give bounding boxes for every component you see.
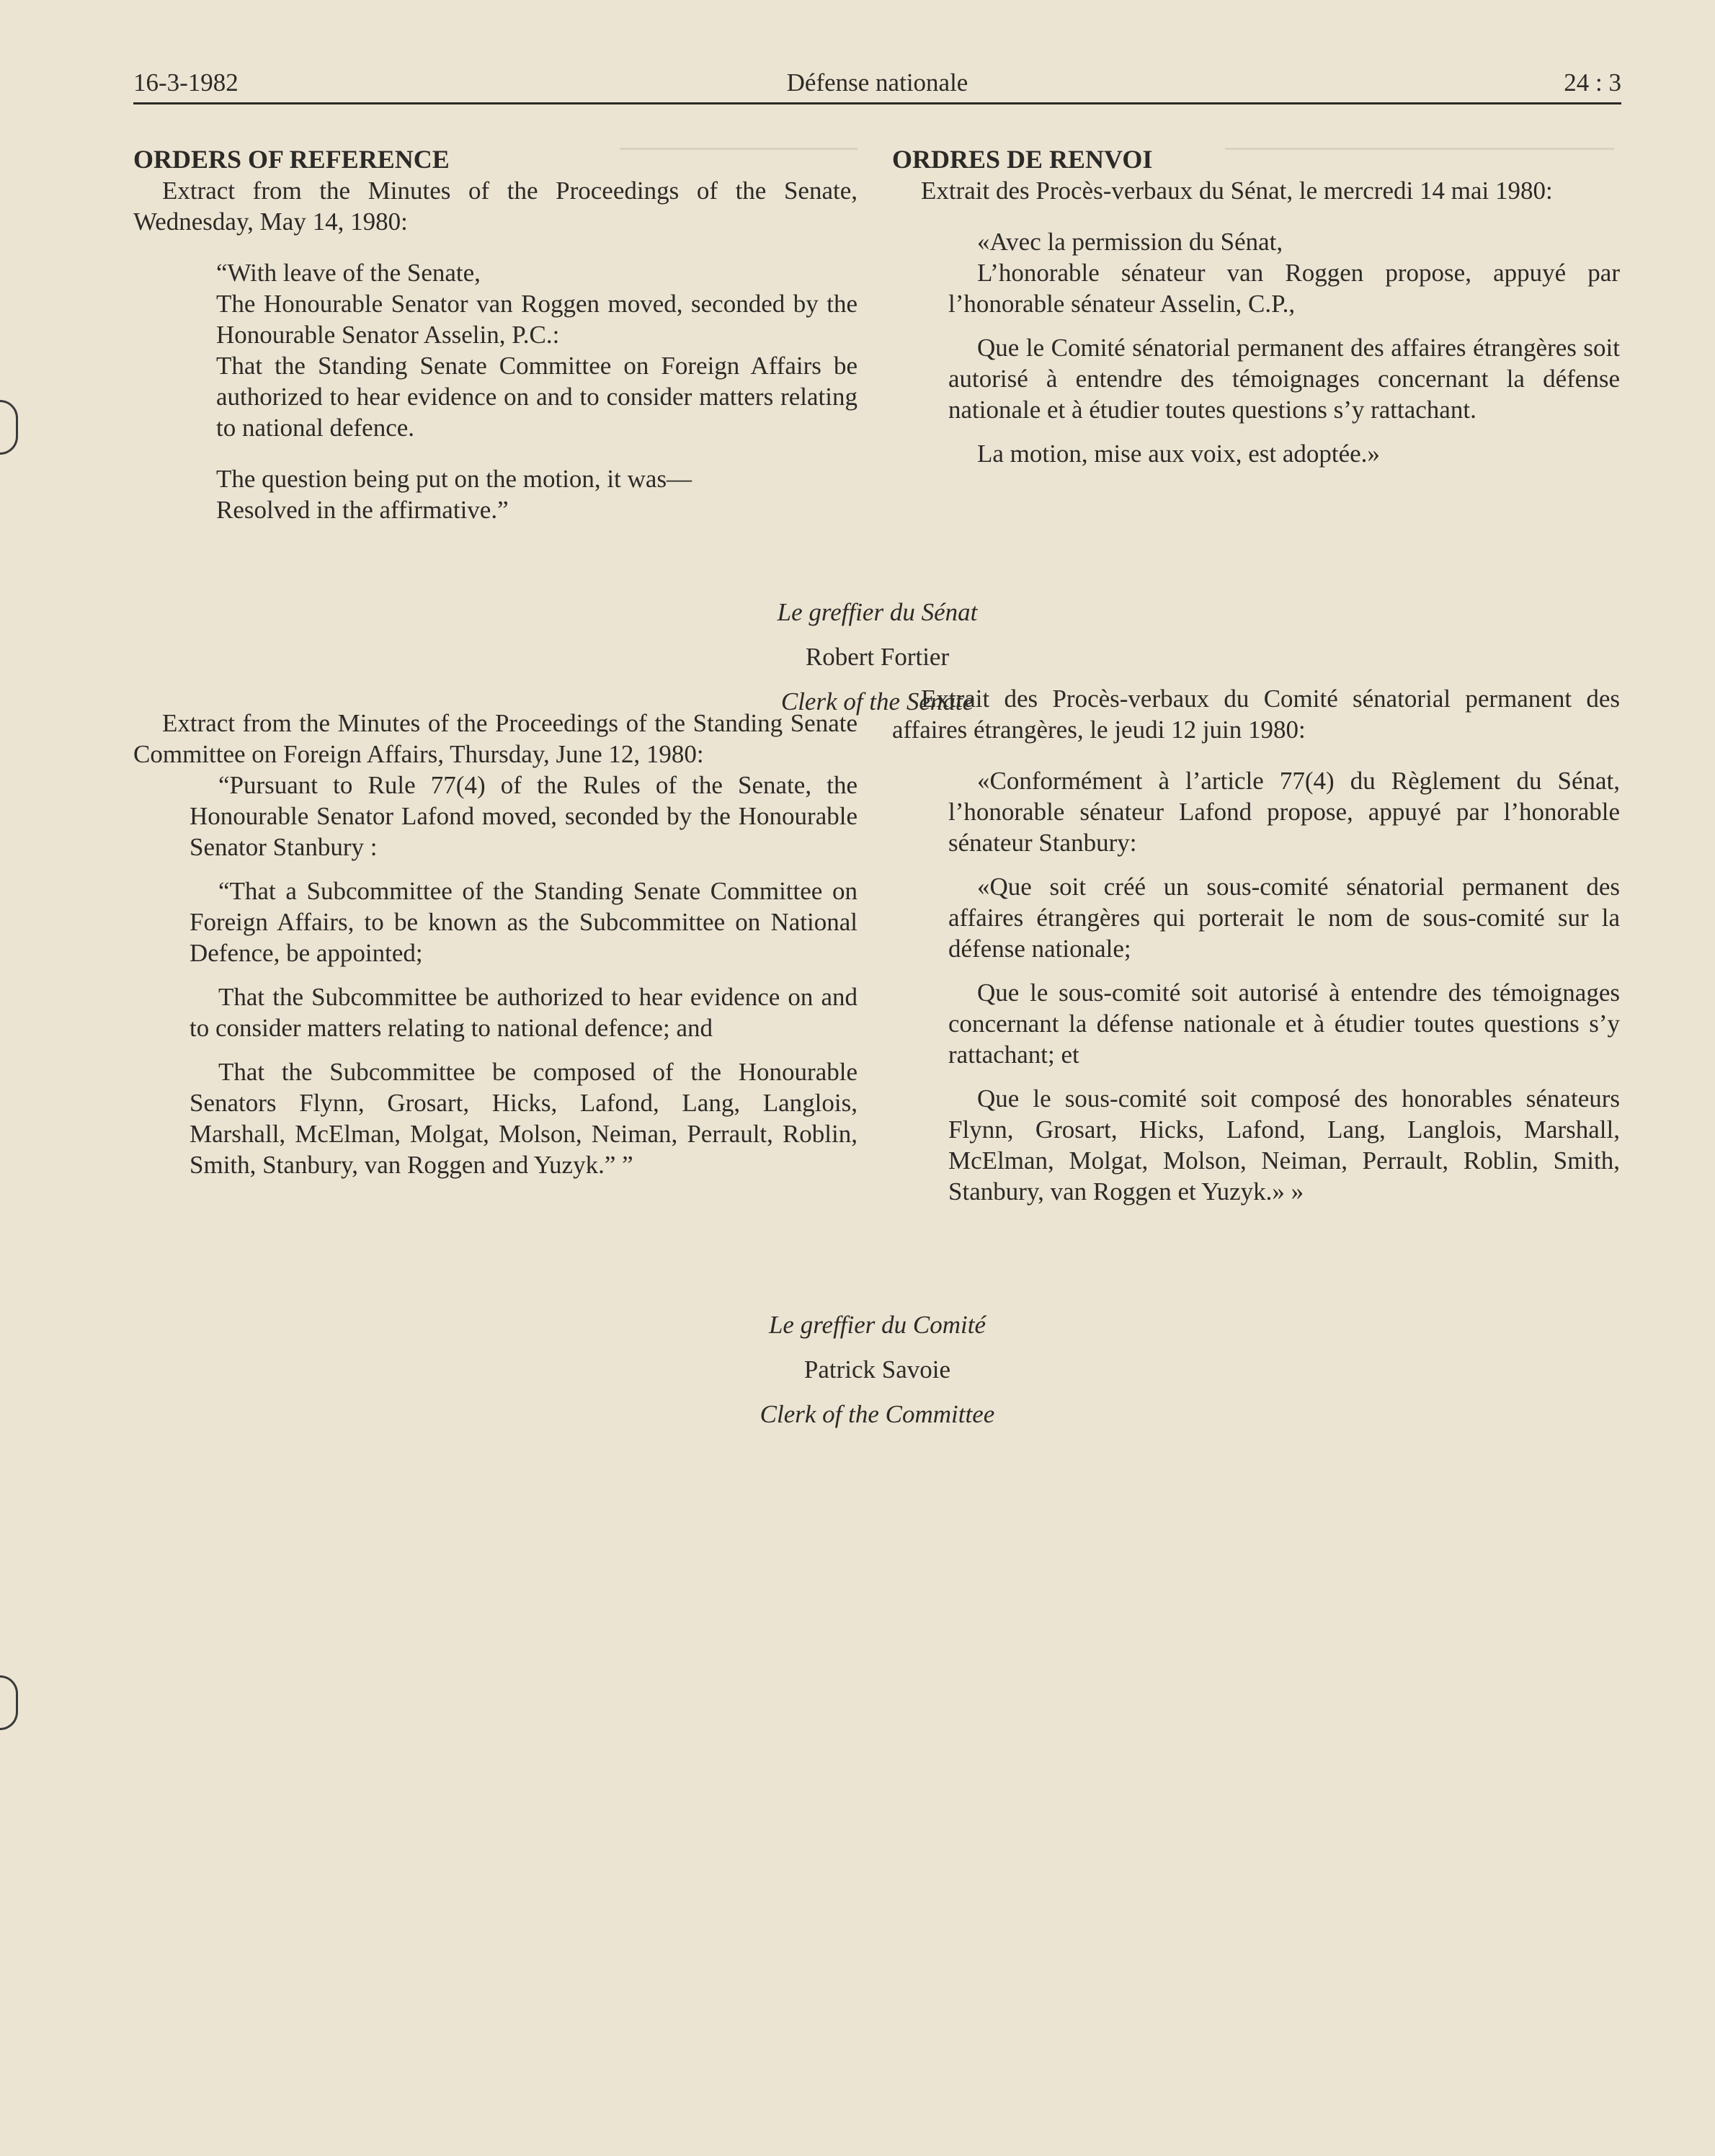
senate-motion-quote [892, 226, 1620, 469]
quote-that: That the Standing Senate Committee on Foreign Affairs be authorized to hear evidence on and to consider matters relating to national defence. [216, 352, 858, 442]
senate-extract-intro: Extrait des Procès-verbaux du Sénat, le mercredi 14 mai 1980: [921, 177, 1553, 205]
header-date: 16-3-1982 [133, 68, 239, 97]
quote-moved: The Honourable Senator van Roggen moved, seconded by the Honourable Senator Asselin, P.C.: [216, 290, 858, 349]
senate-extract-intro: Extract from the Minutes of the Proceedings of the Senate, Wednesday, May 14, 1980: [133, 177, 858, 236]
quote-adopted: La motion, mise aux voix, est adoptée.» [977, 440, 1380, 468]
hole-punch-mark [0, 1675, 18, 1730]
clerk-name: Robert Fortier [805, 643, 950, 671]
quote-that: Que le Comité sénatorial permanent des affaires étrangères soit autorisé à entendre des témoignages concernant la défense nationale et à étudier toutes questions s’y rattachant. [948, 334, 1620, 424]
quote-subcommittee: «Que soit créé un sous-comité sénatorial permanent des affaires étrangères qui porterait le nom de sous-comité sur la défense nationale; [948, 873, 1620, 963]
quote-moved: L’honorable sénateur van Roggen propose, appuyé par l’honorable sénateur Asselin, C.P., [948, 259, 1620, 318]
quote-authorized: That the Subcommittee be authorized to hear evidence on and to consider matters relating to national defence; and [190, 983, 858, 1042]
header-page-number: 24 : 3 [1564, 68, 1621, 97]
quote-conformement: «Conformément à l’article 77(4) du Règlement du Sénat, l’honorable sénateur Lafond propose, appuyé par l’honorable sénateur Stanbury: [948, 767, 1620, 857]
committee-extract-intro: Extrait des Procès-verbaux du Comité sénatorial permanent des affaires étrangères, le jeudi 12 juin 1980: [892, 685, 1620, 744]
senate-clerk-signature [133, 590, 1621, 724]
quote-opening: «Avec la permission du Sénat, [977, 228, 1283, 256]
quote-pursuant: “Pursuant to Rule 77(4) of the Rules of the Senate, the Honourable Senator Lafond moved, seconded by the Honourable Senator Stanbury : [190, 771, 858, 861]
committee-extract-intro: Extract from the Minutes of the Proceedings of the Standing Senate Committee on Foreign Affairs, Thursday, June 12, 1980: [133, 709, 858, 768]
clerk-title-french: Le greffier du Sénat [777, 598, 978, 626]
header-rule [133, 102, 1621, 104]
clerk-title-english: Clerk of the Committee [760, 1400, 995, 1428]
committee-motion-quote [133, 770, 858, 1180]
clerk-title-english: Clerk of the Senate [780, 687, 974, 716]
quote-opening: “With leave of the Senate, [216, 259, 481, 287]
clerk-name: Patrick Savoie [803, 1355, 951, 1384]
committee-motion-quote [892, 765, 1620, 1207]
quote-question: The question being put on the motion, it was— [216, 465, 692, 493]
header-title: Défense nationale [786, 68, 968, 97]
senate-motion-quote [133, 257, 858, 525]
quote-composition: That the Subcommittee be composed of the Honourable Senators Flynn, Grosart, Hicks, Lafond, Lang, Langlois, Marshall, McElman, Molgat, Molson, Neiman, Perrault, Roblin, Smith, Stanbury, van Roggen and Yuzyk.” ” [190, 1058, 858, 1179]
hole-punch-mark [0, 400, 18, 455]
section-heading: ORDERS OF REFERENCE [133, 145, 450, 174]
quote-subcommittee: “That a Subcommittee of the Standing Senate Committee on Foreign Affairs, to be known as the Subcommittee on National Defence, be appointed; [190, 877, 858, 967]
section-heading: ORDRES DE RENVOI [892, 145, 1153, 174]
page-header [133, 68, 1621, 104]
committee-clerk-signature [133, 1303, 1621, 1437]
quote-resolved: Resolved in the affirmative.” [216, 496, 509, 524]
quote-authorized: Que le sous-comité soit autorisé à entendre des témoignages concernant la défense nationale et à étudier toutes questions s’y rattachant; et [948, 979, 1620, 1069]
quote-composition: Que le sous-comité soit composé des honorables sénateurs Flynn, Grosart, Hicks, Lafond, Lang, Langlois, Marshall, McElman, Molgat, Molson, Neiman, Perrault, Roblin, Smith, Stanbury, van Roggen et Yuzyk.» » [948, 1084, 1620, 1206]
clerk-title-french: Le greffier du Comité [768, 1311, 986, 1339]
